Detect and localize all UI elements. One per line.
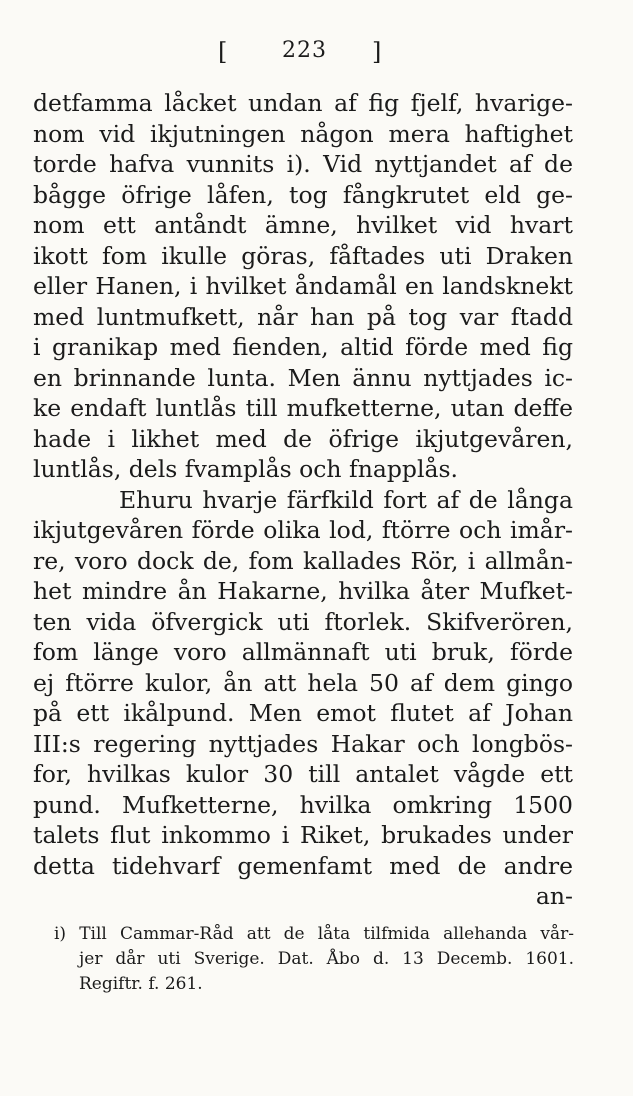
text-line: på ett ikålpund. Men emot flutet af Johan <box>33 699 573 727</box>
text-line: fom länge voro allmännaft uti bruk, förde <box>33 638 573 666</box>
text-line: ikott fom ikulle göras, fåftades uti Draken <box>33 241 573 270</box>
text-line: en brinnande lunta. Men ännu nyttjades ic- <box>33 363 573 392</box>
text-line: talets flut inkommo i Riket, brukades under <box>33 821 573 849</box>
text-line: ke endaft luntlås till mufketterne, utan deffe <box>33 394 573 422</box>
text-line: eller Hanen, i hvilket åndamål en landsknekt <box>33 272 573 300</box>
text-line: for, hvilkas kulor 30 till antalet vågde ett <box>33 760 573 788</box>
text-line: pund. Mufketterne, hvilka omkring 1500 <box>33 790 573 819</box>
catchword: an- <box>535 882 573 910</box>
header-bracket-right: ] <box>372 38 383 66</box>
paragraph-first-line: Ehuru hvarje färfkild fort af de långa <box>119 485 573 514</box>
text-line: bågge öfrige låfen, tog fångkrutet eld ge- <box>33 180 573 209</box>
text-line: ej ftörre kulor, ån att hela 50 af dem gingo <box>33 668 573 697</box>
text-line: luntlås, dels fvamplås och fnapplås. <box>33 455 459 483</box>
text-line: nom vid ikjutningen någon mera haftighet <box>33 119 573 148</box>
footnote-line: Regiftr. f. 261. <box>79 974 203 994</box>
text-line: nom ett antåndt ämne, hvilket vid hvart <box>33 211 573 239</box>
page-number: 223 <box>282 38 327 63</box>
footnote-line: jer dår uti Sverige. Dat. Åbo d. 13 Decemb. 1601. <box>79 949 574 969</box>
header-bracket-left: [ <box>218 38 229 66</box>
body-text <box>33 88 573 912</box>
text-line: detta tidehvarf gemenfamt med de andre <box>33 851 573 880</box>
text-line: ikjutgevåren förde olika lod, ftörre och imår- <box>33 516 573 544</box>
text-line: ten vida öfvergick uti ftorlek. Skifverören, <box>33 607 573 636</box>
text-line: hade i likhet med de öfrige ikjutgevåren, <box>33 424 573 453</box>
footnote-line: i) Till Cammar-Råd att de låta tilfmida allehanda vår- <box>54 924 574 944</box>
text-line: het mindre ån Hakarne, hvilka åter Mufket- <box>33 577 573 605</box>
text-line: detfamma låcket undan af fig fjelf, hvarige- <box>33 89 573 117</box>
page-header <box>0 38 633 78</box>
text-line: re, voro dock de, fom kallades Rör, i allmån- <box>33 546 573 575</box>
text-line: i granikap med fienden, altid förde med fig <box>33 333 573 361</box>
text-line: med luntmufkett, når han på tog var ftadd <box>33 302 573 331</box>
footnote <box>54 922 574 997</box>
text-line: III:s regering nyttjades Hakar och longbös- <box>33 729 573 758</box>
text-line: torde hafva vunnits i). Vid nyttjandet af de <box>33 150 573 178</box>
